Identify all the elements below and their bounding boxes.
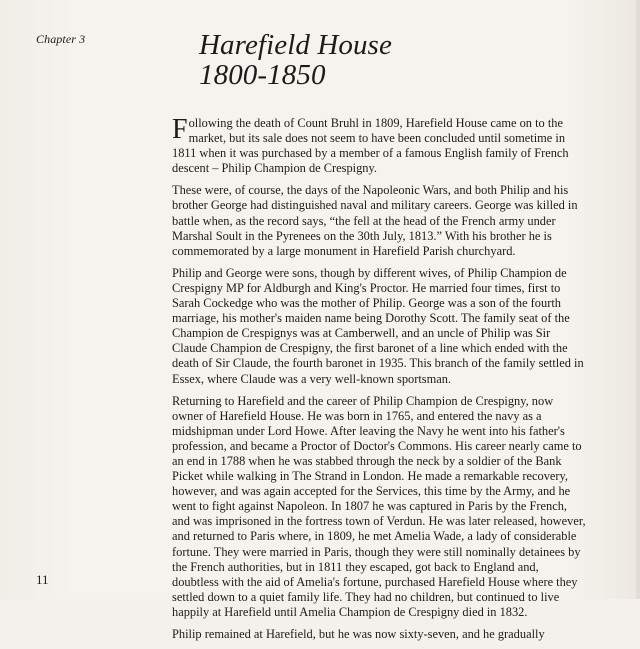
paragraph-1-text: ollowing the death of Count Bruhl in 1809, Harefield House came on to the market, but its sale does not seem to have been concluded until sometime in 1811 when it was purchased by a member of a famous English family of French descent – Philip Champion de Crespigny. — [172, 116, 569, 176]
paragraph-2: These were, of course, the days of the Napoleonic Wars, and both Philip and his brother George had distinguished naval and military careers. George was killed in battle when, as the record says, “the fell at the head of the French army under Marshal Soult in the Pyrenees on the 30th July, 1813.” With his brother he is commemorated by a large monument in Harefield Parish churchyard. — [172, 183, 578, 258]
chapter-title — [199, 30, 392, 90]
paragraph-4: Returning to Harefield and the career of Philip Champion de Crespigny, now owner of Harefield House. He was born in 1765, and entered the navy as a midshipman under Lord Howe. After leaving the Navy he went into his father's profession, and became a Proctor of Doctor's Commons. His career nearly came to an end in 1788 when he was stabbed through the neck by a soldier of the Bank Picket while walking in The Strand in London. He made a remarkable recovery, however, and was again accepted for the Services, this time by the Army, and he went to fight against Napoleon. In 1807 he was captured in Paris by the French, and was imprisoned in the fortress town of Verdun. He was later released, however, and returned to Paris where, in 1809, he met Amelia Wade, a lady of considerable fortune. They were married in Paris, though they were still nominally detainees by the French authorities, but in 1811 they escaped, got back to England and, doubtless with the aid of Amelia's fortune, purchased Harefield House where they settled down to a quiet family life. They had no children, but continued to live happily at Harefield until Amelia Champion de Crespigny died in 1832. — [172, 393, 586, 619]
drop-cap: F — [172, 114, 188, 145]
body-text — [172, 116, 586, 649]
paragraph-5: Philip remained at Harefield, but he was now sixty-seven, and he gradually — [172, 627, 545, 641]
page-number: 11 — [36, 572, 49, 587]
page-edge — [636, 0, 640, 599]
paragraph-3: Philip and George were sons, though by different wives, of Philip Champion de Crespigny MP for Aldburgh and King's Proctor. He married four times, first to Sarah Cockedge who was the mother of Philip. George was a son of the fourth marriage, his mother's maiden name being Dorothy Scott. The family seat of the Champion de Crespignys was at Camberwell, and an uncle of Philip was Sir Claude Champion de Crespigny, the first baronet of a line which ended with the death of Sir Claude, the fourth baronet in 1935. This branch of the family settled in Essex, where Claude was a very well-known sportsman. — [172, 265, 584, 386]
chapter-label: Chapter 3 — [36, 32, 86, 46]
chapter-title-line-2: 1800-1850 — [199, 59, 326, 91]
paragraph-1 — [172, 116, 586, 176]
chapter-title-line-1: Harefield House — [199, 29, 392, 61]
